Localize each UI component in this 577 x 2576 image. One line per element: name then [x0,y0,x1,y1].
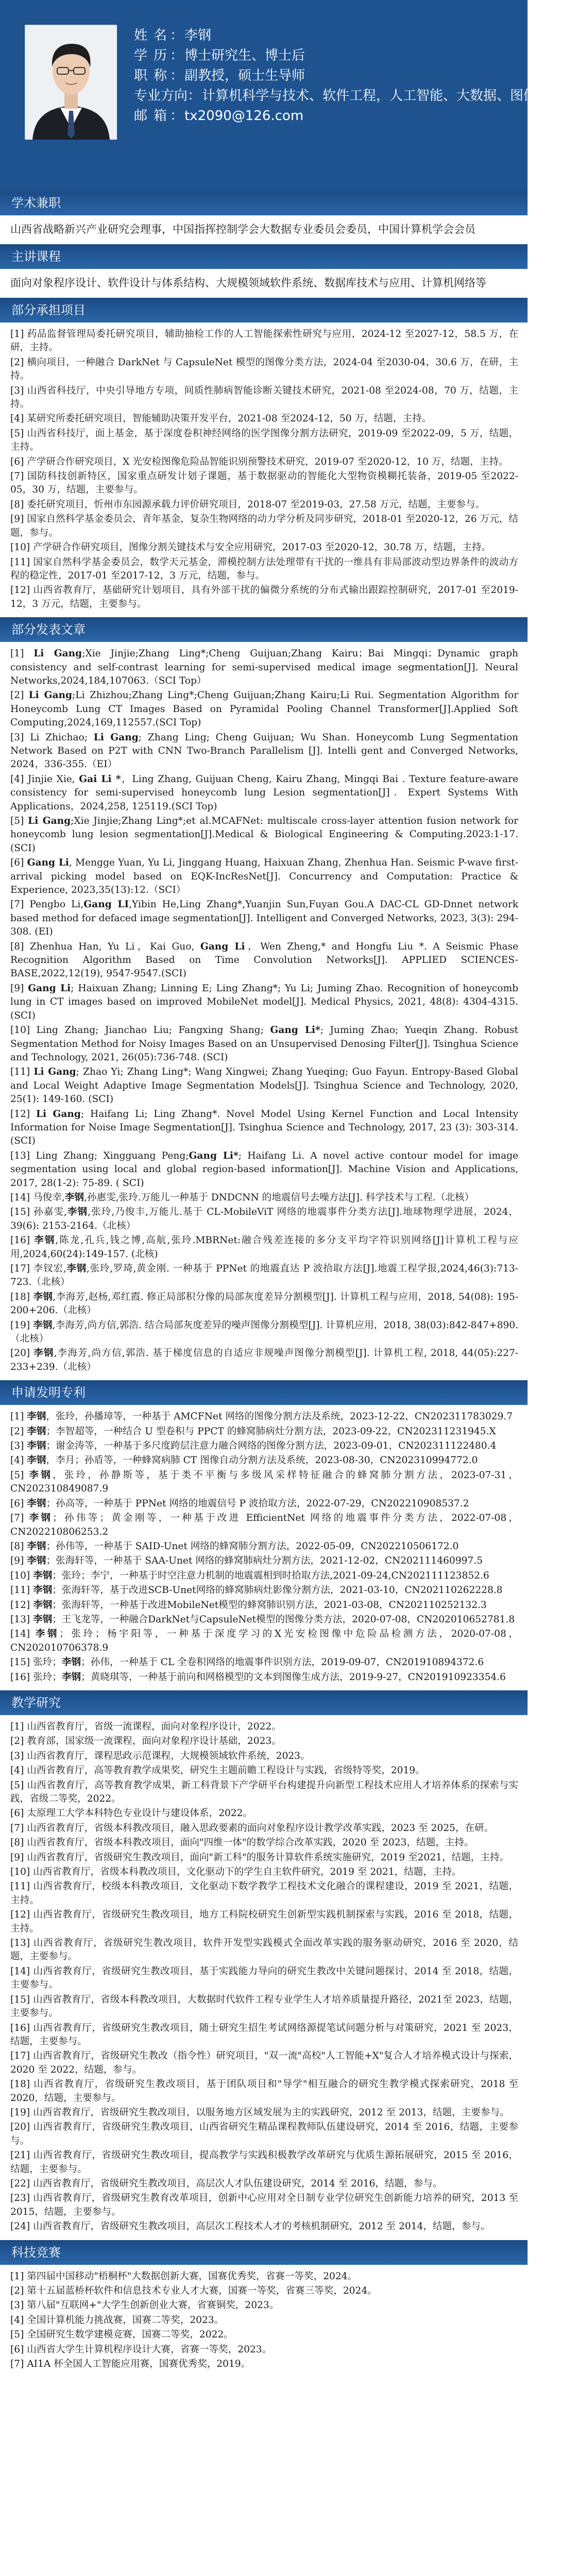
list-item-text: [10] Ling Zhang; Jianchao Liu; Fangxing Shang; Gang Li*; Juming Zhao; Yueqin Zhang. Robust Segmentation Method for Noisy Images Based on an Unsupervised Denosing Filter[J]. Tsinghua Science and Technology, 2021, 26(05):736-748. (SCI) [10,1025,519,1063]
list-item [10,1497,518,1511]
list-item-text: [9] Gang Li; Haixuan Zhang; Linning E; Ling Zhang*; Yu Li; Juming Zhao. Recognition of honeycomb lung in CT images based on improved MobileNet model[J]. Medical Physics, 2021, 48(8): 4304-4315. (SCI) [10,982,519,1021]
list-item [10,2049,518,2077]
list-item-text: [10] 李钢；张玲；李宁，一种基于时空注意力机制的地震震相到时拾取方法,2021-09-24,CN202111123852.6 [10,1570,489,1581]
section-title-courses: 主讲课程 [0,244,528,269]
list-item [10,1779,518,1806]
profile-email-row: 邮箱 ： tx2090@126.com [134,106,577,126]
list-item [10,1720,518,1734]
list-item-text: [5] 李钢，张玲，孙静斯等，基于类不平衡与多级风采样特征融合的蜂窝肺分割方法，2023-07-31，CN202310849087.9 [10,1469,518,1495]
profile-info [134,26,577,126]
list-item-text: [2] Li Gang;Li Zhizhou;Zhang Ling*;Cheng Guijuan;Zhang Kairu;Li Rui. Segmentation Algorithm for Honeycomb Lung CT Images Based on Pyramidal Pooling Channel Transformer[J].Applied Soft Computing,2024,169,112557.(SCI Top) [10,690,518,728]
list-item [10,2328,518,2342]
list-item-text: [10] 产学研合作研究项目，图像分割关键技术与安全应用研究，2017-03 至2020-12，30.78 万，结题，主持。 [10,542,491,553]
list-item [10,1851,518,1865]
list-item-text: [3] 山西省科技厅，中央引导地方专项，间质性肺病智能诊断关键技术研究，2021-08 至2024-08，70 万，结题，主持。 [10,385,518,410]
list-item [10,1540,518,1553]
list-item-text: [8] 山西省教育厅，省级本科教改项目，面向"四维一体"的数学综合改革实践，2020 至 2023，结题，主持。 [10,1837,474,1849]
list-item [10,1880,518,1907]
list-item-text: [23] 山西省教育厅，省级研究生教育改革项目，创新中心应用对全日制专业学位研究生创新能力培养的研究，2013 至 2015，结题，主要参与。 [10,2193,518,2217]
list-item [10,1937,518,1964]
list-item-text: [9] 山西省教育厅，省级研究生教改项目，面向"新工科"的服务计算软件系统实施研究，2019 至2021，结题，主持。 [10,1852,510,1863]
list-item-text: [8] Zhenhua Han, Yu Li，Kai Guo, Gang Li，Wen Zheng,* and Hongfu Liu *. A Seismic Phase Recognition Algorithm Based on Time Convolution Networks[J]. APPLIED SCIENCES-BASE,2022,12(19), 9547-9547.(SCI) [10,941,519,979]
list-item [10,328,518,355]
list-item [10,556,518,583]
list-item [10,2284,518,2298]
list-item [10,1206,518,1233]
list-item-text: [14] 李钢；张玲；杨宇阳等，一种基于深度学习的X光安检图像中危险品检测方法，2020-07-08，CN202010706378.9 [10,1629,518,1653]
list-item-text: [12] Li Gang; Haifang Li; Ling Zhang*. Novel Model Using Kernel Function and Local Intensity Information for Noise Image Segmentation[J]. Tsinghua Science and Technology, 2017, 23 (3): 303-314. (SCI) [10,1108,518,1147]
list-item-text: [2] 横向项目，一种融合 DarkNet 与 CapsuleNet 模型的图像分类方法，2024-04 至2030-04，30.6 万，在研，主持。 [10,357,518,382]
list-item-text: [10] 山西省教育厅，省级本科教改项目，文化驱动下的学生自主软件研究，2019 至 2021，结题，主持。 [10,1867,462,1878]
list-item-text: [4] 山西省教育厅，高等教育教学成果奖，研究生主题前瞻工程设计与实践，省级特等奖，2019。 [10,1765,425,1776]
list-item [10,1262,518,1290]
profile-label: 邮箱 [134,108,174,124]
list-item [10,898,518,939]
list-item-text: [20] 山西省教育厅，省级研究生教改项目，山西省研究生精品课程教师队伍建设研究，2014 至 2016，结题，主要参与。 [10,2122,518,2146]
list-item [10,940,518,981]
profile-degree: 博士研究生、博士后 [184,48,306,63]
list-item-text: [11] 李钢；张海轩等，基于改进SCB-Unet网络的蜂窝肺病灶影像分割方法，2021-03-10，CN202110262228.8 [10,1585,503,1596]
list-item-text: [2] 第十五届蓝桥杯软件和信息技术专业人才大赛，国赛一等奖，省赛三等奖，2024。 [10,2285,377,2296]
profile-name: 李钢 [184,28,212,43]
list-item-text: [12] 山西省教育厅，省级研究生教改项目，地方工科院校研究生创新型实践机制探索与实践，2016 至 2018，结题，主持。 [10,1909,518,1934]
list-item-text: [7] 山西省教育厅，省级本科教改项目，融入思政要素的面向对象程序设计教学改革实践，2023 至 2025，在研。 [10,1822,494,1834]
list-item [10,427,518,454]
list-item [10,1628,518,1655]
paper-list [0,642,528,1380]
list-item-text: [8] 李钢；孙伟等，一种基于 SAID-Unet 网络的蜂窝肺分割方法，2022-05-09，CN202210506172.0 [10,1540,459,1552]
list-item [10,2358,518,2371]
profile-title: 副教授，硕士生导师 [184,68,306,83]
list-item [10,2177,518,2191]
list-item-text: [1] 第四届中国移动"梧桐杯"大数据创新大赛，国赛优秀奖，省赛一等奖，2024。 [10,2270,358,2282]
list-item-text: [8] 委托研究项目，忻州市东园源承载力评价研究项目，2018-07 至2019-03，27.58 万元，结题，主要参与。 [10,499,485,510]
list-item [10,2192,518,2219]
list-item [10,1439,518,1453]
list-item [10,356,518,383]
list-item-text: [18] 李钢,李海芳,赵杨,邓红霞. 修正局部积分像的局部灰度差异分割模型[J]. 计算机工程与应用，2018, 54(08): 195-200+206.（北核） [10,1291,518,1316]
contest-list [0,2265,528,2378]
profile-email: tx2090@126.com [184,108,304,124]
list-item [10,1569,518,1583]
list-item [10,647,518,688]
list-item-text: [9] 李钢；张海轩等，一种基于 SAA-Unet 网络的蜂窝肺病灶分割方法，2021-12-02，CN202111460997.5 [10,1555,483,1567]
list-item [10,2270,518,2283]
section-title-teaching: 教学研究 [0,1690,528,1715]
list-item-text: [18] 山西省教育厅，省级研究生教改项目，基于团队项目和"导学"相互融合的研究生教学模式探索研究，2018 至 2020，结题，主要参与。 [10,2079,518,2104]
list-item [10,1024,518,1064]
list-item [10,1065,518,1106]
list-item-text: [16] 张玲；李钢；黄晓琪等，一种基于前向和网格模型的文本到图像生成方法，2019-9-27，CN201910923354.6 [10,1671,506,1683]
profile-major-row: 专业方向 ： 计算机科学与技术、软件工程，人工智能、大数据、图像处理等 [134,86,577,106]
list-item [10,1319,518,1346]
list-item [10,1454,518,1467]
list-item-text: [6] 李钢；孙高等，一种基于 PPNet 网络的地震信号 P 波拾取方法，2022-07-29，CN202210908537.2 [10,1498,469,1509]
section-title-papers: 部分发表文章 [0,617,528,642]
list-item [10,1191,518,1205]
list-item [10,2314,518,2327]
list-item [10,1908,518,1936]
list-item [10,2149,518,2176]
profile-label: 专业方向 [134,88,188,104]
list-item [10,584,518,611]
list-item [10,1347,518,1374]
list-item-text: [15] 山西省教育厅，省级本科教改项目，大数据时代软件工程专业学生人才培养质量提升路径，2021至 2023，结题，主要参与。 [10,1994,518,2019]
list-item-text: [17] 山西省教育厅，省级研究生教改（指令性）研究项目，"双一流"高校"人工智能+X"复合人才培养模式设计与探索，2020 至 2022，结题，参与。 [10,2050,518,2075]
list-item-text: [13] 李钢；王飞龙等，一种融合DarkNet与CapsuleNet模型的图像分类方法，2020-07-08，CN202010652781.8 [10,1614,515,1625]
list-item-text: [21] 山西省教育厅，省级研究生教改项目，提高教学与实践积极教学改革研究与优质生源拓展研究，2015 至 2016，结题，主要参与。 [10,2150,518,2175]
list-item-text: [5] 山西省教育厅，高等教育教学成果，新工科背景下产学研平台构建提升向新型工程技术应用人才培养体系的探索与实践，省级二等奖，2022。 [10,1780,518,1804]
list-item-text: [6] Gang Li, Mengge Yuan, Yu Li, Jinggang Huang, Haixuan Zhang, Zhenhua Han. Seismic P-wave first-arrival picking model based on EQK-IncResNet[J]. Concurrency and Computation: Practice & Experience, 2023,35(13):12.（SCI） [10,857,519,896]
list-item [10,1807,518,1820]
list-item-text: [4] 全国计算机能力挑战赛，国赛二等奖，2023。 [10,2314,224,2326]
list-item [10,1613,518,1626]
list-item-text: [3] 第八届"互联网+"大学生创新创业大赛，省赛铜奖，2023。 [10,2300,279,2311]
list-item-text: [1] 李钢，张玲，孙播璋等，一种基于 AMCFNet 网络的图像分割方法及系统，2023-12-22，CN202311783029.7 [10,1411,513,1422]
list-item-text: [6] 产学研合作研究项目，X 光安检图像危险品智能识别预警技术研究，2019-07 至2020-12，10 万，结题，主持。 [10,456,508,467]
list-item [10,1108,518,1148]
profile-degree-row: 学历 ： 博士研究生、博士后 [134,46,577,66]
profile-major: 计算机科学与技术、软件工程，人工智能、大数据、图像处理等 [202,88,577,104]
list-item [10,2299,518,2312]
list-item [10,1735,518,1748]
list-item-text: [7] 国防科技创新特区，国家重点研发计划子课题，基于数据驱动的智能化大型物资模糊托装备，2019-05 至2022-05，30 万，结题，主要参与。 [10,471,518,496]
section-title-projects: 部分承担项目 [0,298,528,323]
list-item-text: [11] 山西省教育厅，校级本科教改项目，文化驱动下数学教学工程技术文化融合的课程建设，2019 至 2021，结题，主持。 [10,1881,518,1906]
list-item-text: [1] 药品监督管理局委托研究项目，辅助抽检工作的人工智能探索性研究与应用，2024-12 至2027-12，58.5 万，在研，主持。 [10,329,518,353]
list-item-text: [11] 国家自然科学基金委员会，数学天元基金，滞模控制方法处理带有干扰的一维具有非局部波动型边界条件的波动方程的稳定性，2017-01 至2017-12，3 万元，结题，参与。 [10,556,518,581]
list-item [10,2343,518,2357]
list-item [10,2121,518,2148]
list-item-text: [15] 张玲；李钢；孙伟，一种基于 CL 全卷积网络的地震事件识别方法，2019-09-07，CN201910894372.6 [10,1657,484,1668]
list-item-text: [1] Li Gang;Xie Jinjie;Zhang Ling*;Cheng Guijuan;Zhang Kairu；Bai Mingqi；Dynamic graph consistency and self-contrast learning for semi-supervised medical image segmentation[J]. Neural Networks,2024,184,107063.（SCI Top） [10,648,519,686]
list-item [10,1554,518,1568]
list-item [10,455,518,469]
list-item-text: [24] 山西省教育厅，省级研究生教改项目，高层次工程技术人才的考核机制研究，2012 至 2014，结题，参与。 [10,2221,490,2232]
list-item [10,1993,518,2021]
section-title-academic-duty: 学术兼职 [0,191,528,215]
list-item [10,1410,518,1423]
list-item [10,1671,518,1684]
teaching-list [0,1715,528,2240]
list-item [10,1512,518,1539]
courses-text: 面向对象程序设计、软件设计与体系结构、大规模领域软件系统、数据库技术与应用、计算机网络等 [10,277,486,289]
list-item [10,689,518,730]
list-item-text: [7] Pengbo Li,Gang LI,Yibin He,Ling Zhang*,Yuanjin Sun,Fuyan Gou.A DAC-CL GD-Dnnet network based method for defaced image segmentation[J]. Intelligent and Converged Networks, 2023, 3(3): 294-308. (EI) [10,899,518,938]
list-item [10,513,518,540]
list-item [10,1750,518,1763]
list-item [10,412,518,426]
list-item [10,1965,518,1992]
list-item [10,1469,518,1496]
list-item-text: [7] 李钢；孙伟等；黄金刚等，一种基于改进 EfficientNet 网络的地震事件分类方法，2022-07-08，CN202210806253.2 [10,1513,518,1537]
list-item [10,1866,518,1879]
list-item [10,1149,518,1190]
profile-label: 姓名 [134,28,174,43]
list-item-text: [3] 李钢；谢金涛等，一种基于多尺度跨层注意力融合网络的图像分割方法，2023-09-01，CN202311122480.4 [10,1440,497,1452]
list-item [10,773,518,814]
list-item-text: [7] AI1A 杯全国人工智能应用赛，国赛优秀奖，2019。 [10,2359,251,2370]
profile-label: 职称 [134,68,174,83]
profile-header [0,0,577,191]
list-item [10,498,518,512]
list-item-text: [11] Li Gang; Zhao Yi; Zhang Ling*; Wang Xingwei; Zhang Yueqing; Guo Fayun. Entropy-Based Global and Local Weight Adaptive Image Segmentation Models[J]. Tsinghua Science and Technology, 2020, 25(1): 149-160. (SCI) [10,1066,518,1105]
profile-label: 学历 [134,48,174,63]
list-item-text: [13] Ling Zhang; Xingguang Peng;Gang Li*; Haifang Li. A novel active contour model for image segmentation using local and global region-based information[J]. Machine Vision and Applications, 2017, 28(1-2): 75-89. ( SCI) [10,1150,519,1189]
list-item-text: [5] Li Gang;Xie Jinjie;Zhang Ling*;et al.MCAFNet: multiscale cross-layer attention fusion network for honeycomb lung lesion segmentation[J].Medical & Biological Engineering & Computing.2023:1-17.(SCI) [10,816,518,854]
list-item-text: [4] 李钢，李月；孙盾等，一种蜂窝病肺 CT 图像自动分割方法及系统，2023-08-30，CN202310994772.0 [10,1455,478,1466]
list-item [10,1836,518,1850]
list-item-text: [1] 山西省教育厅，省级一流课程，面向对象程序设计，2022。 [10,1721,281,1732]
list-item [10,1764,518,1777]
list-item-text: [3] Li Zhichao; Li Gang; Zhang Ling; Cheng Guijuan; Wu Shan. Honeycomb Lung Segmentation Network Based on P2T with CNN Two-Branch Parallelism [J]. Intelli gent and Converged Networks, 2024，336-355.（EI） [10,732,519,770]
list-item [10,470,518,497]
list-item-text: [19] 李钢,李海芳,尚方信,郭浩. 结合局部灰度差异的噪声图像分割模型[J]. 计算机应用，2018, 38(03):842-847+890.（北核） [10,1319,518,1345]
list-item-text: [3] 山西省教育厅，课程思政示范课程，大规模领域软件系统，2023。 [10,1750,310,1761]
list-item [10,1425,518,1438]
list-item-text: [13] 山西省教育厅，省级研究生教改项目，软件开发型实践模式全面改革实践的服务驱动研究，2016 至 2020，结题，主要参与。 [10,1938,518,1962]
list-item-text: [5] 全国研究生数学建模竞赛，国赛二等奖，2022。 [10,2329,233,2341]
list-item-text: [19] 山西省教育厅，省级研究生教改项目，以服务地方区域发展为主的实践研究，2012 至 2013，结题，主要参与。 [10,2107,510,2118]
list-item [10,856,518,897]
avatar [25,25,116,139]
list-item [10,2106,518,2120]
list-item [10,1822,518,1835]
list-item [10,2220,518,2233]
list-item-text: [17] 李钗宏,李钢,张玲,罗琦,黄金刚. 一种基于 PPNet 的地震直达 P 波拾取方法[J].地震工程学报,2024,46(3):713-723.（北核） [10,1263,518,1288]
list-item-text: [12] 李钢；张海轩等，一种基于改进MobileNet模型的蜂窝肺识别方法，2021-03-08，CN202110252132.3 [10,1599,487,1611]
list-item-text: [12] 山西省教育厅，基础研究计划项目，具有外部干扰的偏微分系统的分布式输出跟踪控制研究，2017-01 至2019-12，3 万元，结题，主要参与。 [10,585,518,609]
section-title-contests: 科技竞赛 [0,2240,528,2265]
profile-title-row: 职称 ： 副教授，硕士生导师 [134,66,577,86]
list-item-text: [6] 太原理工大学本科特色专业设计与建设体系，2022。 [10,1808,253,1819]
list-item-text: [4] 某研究所委托研究项目，智能辅助决策开发平台，2021-08 至2024-12，50 万，结题，主持。 [10,413,432,425]
list-item-text: [2] 李钢；李智超等，一种结合 U 型卷积与 PPCT 的蜂窝肺病灶分割方法，2023-09-22，CN202311231945.X [10,1426,496,1437]
list-item [10,2078,518,2105]
project-list [0,323,528,617]
section-title-patents: 申请发明专利 [0,1380,528,1405]
list-item [10,815,518,855]
list-item [10,1234,518,1261]
list-item-text: [9] 国家自然科学基金委员会，青年基金，复杂生物网络的动力学分析及同步研究，2018-01 至2020-12，26 万元，结题，参与。 [10,514,518,538]
list-item [10,541,518,554]
list-item-text: [14] 马俊幸,李钢,孙惠雯,张玲.万能儿一种基于 DNDCNN 的地震信号去噪方法[J]. 科学技术与工程.（北核） [10,1192,474,1203]
list-item [10,1656,518,1669]
list-item-text: [20] 李钢,李海芳,尚方信,郭浩. 基于梯度信息的自适应非规噪声图像分割模型[J]. 计算机工程, 2018, 44(05):227-233+239.（北核） [10,1348,518,1372]
list-item-text: [5] 山西省科技厅，面上基金，基于深度卷积神经网络的医学图像分割方法研究，2019-09 至2022-09，5 万，结题，主持。 [10,428,518,453]
patent-list [0,1405,528,1690]
list-item-text: [22] 山西省教育厅，省级研究生教改项目，高层次人才队伍建设研究，2014 至 2016，结题，参与。 [10,2178,443,2189]
list-item [10,731,518,772]
list-item-text: [6] 山西省大学生计算机程序设计大赛，省赛一等奖，2023。 [10,2344,272,2355]
list-item [10,1291,518,1318]
list-item-text: [15] 孙嘉雯,李钢,张玲,乃俊丰,万能儿.基于 CL-MobileViT 网络的地震事件分类方法[J].地球物理学进展，2024，39(6): 2153-2164.（北核） [10,1207,518,1231]
list-item [10,2022,518,2049]
list-item-text: [14] 山西省教育厅，省级研究生教改项目，基于实践能力导向的研究生教改中关键问题探讨，2014 至 2018，结题，主要参与。 [10,1965,518,1991]
list-item-text: [16] 山西省教育厅，省级研究生教改项目，随士研究生招生考试网络源提笔试问题分析与对策研究，2021 至 2023，结题，主要参与。 [10,2022,518,2047]
list-item-text: [4] Jinjie Xie, Gai Li *，Ling Zhang, Guijuan Cheng, Kairu Zhang, Mingqi Bai . Texture feature-aware consistency for semi-supervised honeycomb lung Lesion segmentation[J]．Expert Systems With Applications，2024,258, 125119.(SCI Top) [10,773,518,812]
list-item-text: [2] 教育部，国家级一流课程，面向对象程序设计基础，2023。 [10,1736,281,1747]
list-item [10,982,518,1023]
list-item [10,384,518,412]
academic-duty-text: 山西省战略新兴产业研究会理事，中国指挥控制学会大数据专业委员会委员，中国计算机学会会员 [10,223,476,235]
list-item [10,1599,518,1612]
list-item-text: [16] 李钢,陈龙,孔兵,钱之博,高航,张玲.MBRNet:融合残差连接的多分支平均字符识别网络[J]计算机工程与应用,2024,60(24):149-157. (北核) [10,1235,518,1260]
profile-name-row: 姓名 ： 李钢 [134,26,577,46]
list-item [10,1584,518,1597]
